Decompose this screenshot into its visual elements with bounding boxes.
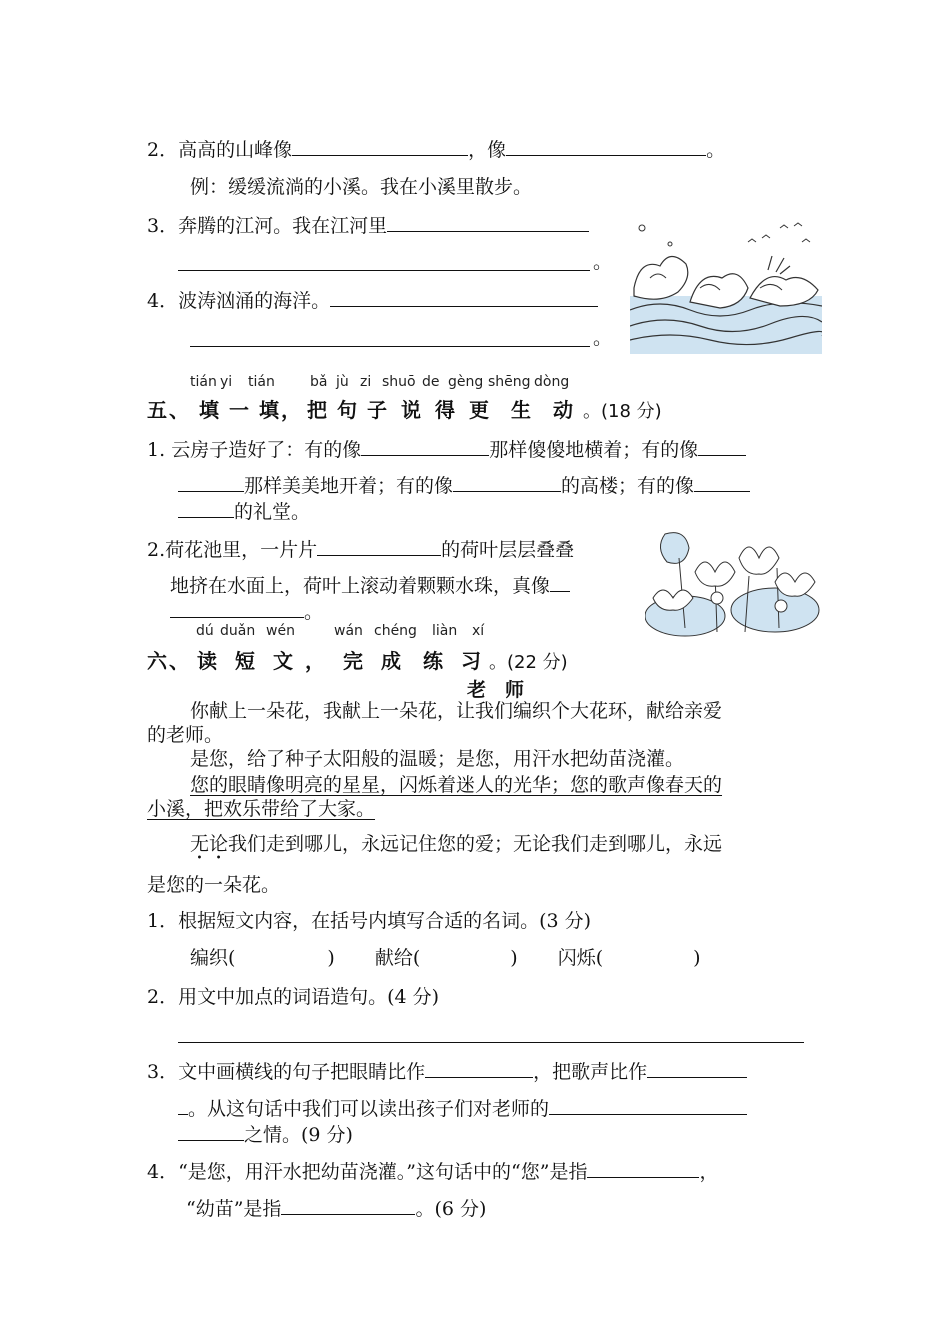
s6-q1: 1．根据短文内容，在括号内填写合适的名词。(3 分)	[147, 910, 592, 932]
s5-q1-line3: 的礼堂。	[178, 499, 310, 524]
answer-blank[interactable]	[506, 137, 706, 156]
s5-q2-line3: 。	[170, 599, 323, 624]
answer-line[interactable]	[178, 1042, 804, 1043]
passage-p1a: 你献上一朵花，我献上一朵花，让我们编织个大花环，献给亲爱	[190, 700, 723, 722]
answer-blank[interactable]	[387, 213, 589, 232]
passage-title: 老 师	[467, 679, 525, 701]
passage-p3b-underlined: 小溪，把欢乐带给了大家。	[147, 798, 376, 820]
s6-q3-line3: 之情。(9 分)	[178, 1122, 353, 1147]
answer-blank[interactable]	[292, 137, 468, 156]
s5-q1-line2: 那样美美地开着；有的像 的高楼；有的像	[178, 473, 750, 498]
answer-blank[interactable]	[178, 1122, 244, 1141]
answer-blank[interactable]	[698, 437, 746, 456]
passage-p1b: 的老师。	[147, 724, 224, 746]
period: 。	[593, 251, 613, 273]
answer-line[interactable]	[190, 346, 590, 347]
answer-blank[interactable]	[178, 499, 234, 518]
answer-blank[interactable]	[549, 1096, 747, 1115]
answer-blank[interactable]	[647, 1059, 747, 1078]
answer-blank[interactable]	[361, 437, 489, 456]
s6-q4-line1: 4．“是您，用汗水把幼苗浇灌。”这句话中的“您”是指 ，	[147, 1161, 719, 1183]
answer-blank[interactable]	[178, 1096, 188, 1115]
lotus-pond-illustration	[645, 528, 823, 640]
answer-blank[interactable]	[453, 473, 561, 492]
s5-q1-line1: 1. 云房子造好了：有的像 那样傻傻地横着；有的像	[147, 437, 746, 462]
s4-q4: 4．波涛汹涌的海洋。	[147, 288, 598, 313]
answer-blank[interactable]	[694, 473, 750, 492]
ocean-waves-illustration	[630, 218, 822, 354]
answer-blank[interactable]	[587, 1159, 699, 1178]
s6-q4-line2: “幼苗”是指 。(6 分)	[186, 1198, 487, 1220]
passage-p4b: 是您的一朵花。	[147, 874, 281, 896]
dotted-char: 论	[209, 833, 229, 855]
section-6-heading: 六、 读 短 文 ， 完 成 练 习 。(22 分)	[147, 649, 568, 673]
s5-q2-line1: 2.荷花池里，一片片 的荷叶层层叠叠	[147, 539, 575, 561]
passage-p3a-underlined: 您的眼睛像明亮的星星，闪烁着迷人的光华；您的歌声像春天的	[190, 774, 723, 796]
s6-q3-line2: 。从这句话中我们可以读出孩子们对老师的	[178, 1096, 747, 1121]
s6-q1-answers: 编织( ) 献给( ) 闪烁( )	[190, 947, 701, 969]
s4-q3: 3．奔腾的江河。我在江河里	[147, 213, 589, 238]
section-5-heading: 五、 填 一 填， 把 句 子 说 得 更 生 动 。(18 分)	[147, 398, 662, 422]
passage-p2: 是您，给了种子太阳般的温暖；是您，用汗水把幼苗浇灌。	[190, 748, 685, 770]
passage-p4a: 无论我们走到哪儿，永远记住您的爱；无论我们走到哪儿，永远	[190, 833, 723, 855]
answer-blank[interactable]	[317, 537, 441, 556]
s6-q2: 2．用文中加点的词语造句。(4 分)	[147, 986, 440, 1008]
period: 。	[593, 327, 613, 349]
answer-blank[interactable]	[170, 599, 304, 618]
s4-example: 例：缓缓流淌的小溪。我在小溪里散步。	[190, 176, 533, 198]
answer-blank[interactable]	[425, 1059, 533, 1078]
answer-blank[interactable]	[330, 288, 598, 307]
s5-pinyin: tián yi tián bǎ jù zi shuō de gèng shēng dòng	[190, 374, 570, 390]
answer-blank[interactable]	[281, 1196, 415, 1215]
s4-q2: 2．高高的山峰像 ，像 。	[147, 139, 726, 161]
answer-blank[interactable]	[550, 573, 570, 592]
s6-pinyin: dú duǎn wén wán chéng liàn xí	[196, 623, 485, 639]
answer-blank[interactable]	[178, 473, 244, 492]
s6-q3-line1: 3．文中画横线的句子把眼睛比作 ，把歌声比作	[147, 1059, 747, 1084]
dotted-char: 无	[190, 833, 210, 855]
answer-line[interactable]	[178, 270, 590, 271]
s5-q2-line2: 地挤在水面上，荷叶上滚动着颗颗水珠，真像	[170, 573, 570, 598]
